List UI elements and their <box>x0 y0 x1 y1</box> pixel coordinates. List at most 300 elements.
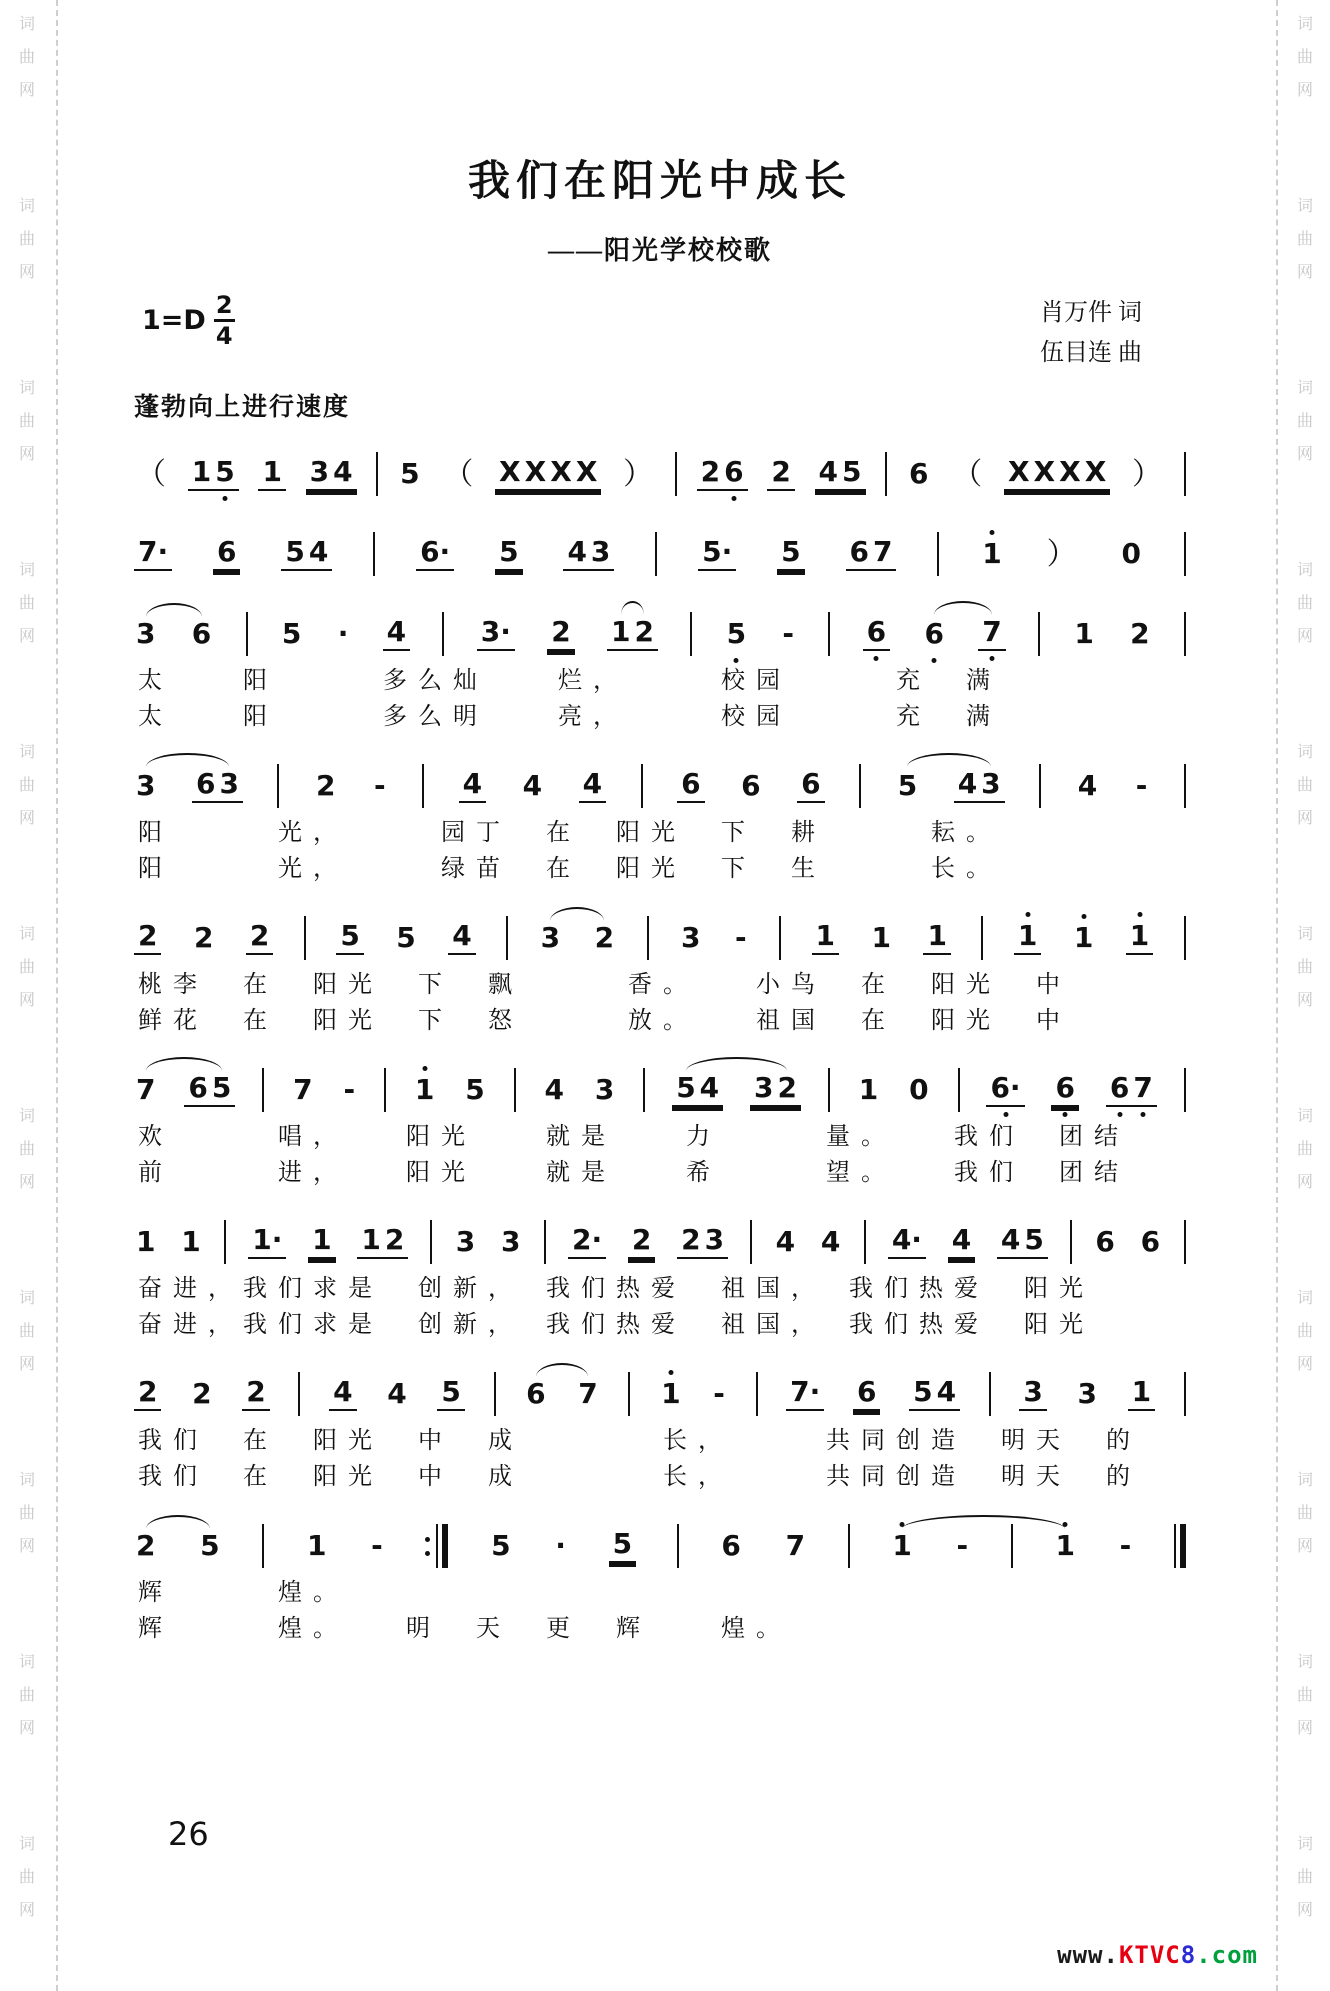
repeat-end-barline <box>425 1524 448 1568</box>
watermark-text <box>1288 372 1322 471</box>
note-token: 4 <box>452 918 472 952</box>
beam-group <box>336 918 363 956</box>
notes-row <box>128 757 1192 815</box>
beam-group <box>1128 1374 1155 1412</box>
note-token: 3 <box>136 768 156 802</box>
barline <box>690 612 692 656</box>
meta-row <box>128 293 1192 373</box>
watermark-text <box>10 190 44 289</box>
beam-group <box>863 614 890 652</box>
tempo-marking: 蓬勃向上进行速度 <box>134 393 351 421</box>
note-token: 4 <box>820 1224 841 1258</box>
lyric-line: 我们 在 阳光 中 成 长， 共同创造 明天 的 <box>138 1428 1141 1454</box>
left-dashed-border <box>56 0 58 1991</box>
barline <box>756 1372 758 1416</box>
note-token: 6 <box>801 766 821 800</box>
barline <box>1184 452 1186 496</box>
watermark-text <box>10 1100 44 1199</box>
note-token: 2 <box>634 614 654 648</box>
note-token: 5 <box>897 768 918 802</box>
watermark-char: 词 <box>18 1654 35 1671</box>
music-system <box>128 605 1192 735</box>
beam-group <box>954 766 1005 804</box>
note-token: 7 <box>293 1072 313 1106</box>
beam-group <box>777 534 804 572</box>
watermark-text <box>1288 918 1322 1017</box>
octave-dot-above <box>422 1066 427 1071</box>
note-token: 3 <box>219 766 239 800</box>
note-token: 2 <box>316 768 336 802</box>
watermark-char: 网 <box>1296 810 1313 827</box>
barline <box>1184 916 1186 960</box>
barline <box>277 764 279 808</box>
notes-row <box>128 1517 1192 1575</box>
note-token: 0 <box>1121 536 1141 570</box>
watermark-char: 网 <box>18 1720 35 1737</box>
watermark-char: 词 <box>18 744 35 761</box>
watermark-char: 词 <box>18 380 35 397</box>
note-token: 1 <box>871 920 891 954</box>
watermark-text <box>1288 1464 1322 1563</box>
barline <box>1039 764 1041 808</box>
slur-arc <box>621 601 644 615</box>
note-token: 7 <box>136 1072 156 1106</box>
beam-group <box>258 454 285 492</box>
lyric-line: 桃李 在 阳光 下 飘 香。 小鸟 在 阳光 中 <box>138 972 1071 998</box>
watermark-char: 曲 <box>18 777 35 794</box>
watermark-char: 曲 <box>18 959 35 976</box>
beam-group <box>888 1222 926 1260</box>
note-token: · <box>337 616 349 650</box>
beam-group <box>672 1070 723 1108</box>
barline <box>937 532 939 576</box>
octave-dot-above <box>1081 914 1086 919</box>
note-token: ） <box>1132 456 1163 492</box>
note-token: - <box>343 1072 356 1106</box>
beam-group <box>812 918 839 956</box>
watermark-char: 曲 <box>1296 231 1313 248</box>
music-system <box>128 1061 1192 1191</box>
lyric-line: 奋进，我们求是 创新， 我们热爱 祖国， 我们热爱 阳光 <box>138 1312 1094 1338</box>
note-token: 6 <box>1053 1073 1076 1104</box>
note-token: 1 <box>1072 923 1095 954</box>
note-token: 6 <box>191 616 212 650</box>
watermark-char: 词 <box>1296 926 1313 943</box>
notes-row <box>128 1365 1192 1423</box>
note-token: 5 <box>725 619 748 650</box>
note-token: （ <box>136 456 166 492</box>
note-token: 7· <box>138 534 169 568</box>
website-footer-segment: 8 <box>1180 1941 1197 1969</box>
note-token: 2 <box>384 1222 405 1256</box>
note-token: 4 <box>333 454 353 488</box>
barline <box>750 1220 752 1264</box>
watermark-char: 词 <box>1296 1108 1313 1125</box>
note-token: 1 <box>191 454 212 488</box>
watermark-char: 网 <box>1296 82 1313 99</box>
note-token: 1 <box>312 1222 332 1256</box>
right-dashed-border <box>1276 0 1278 1991</box>
watermark-text <box>1288 8 1322 107</box>
lyric-line: 我们 在 阳光 中 成 长， 共同创造 明天 的 <box>138 1464 1141 1490</box>
note-token: - <box>374 768 386 802</box>
note-token: ） <box>623 456 654 492</box>
note-token: · <box>555 1528 566 1562</box>
note-token: 4 <box>567 534 587 568</box>
lyric-line: 奋进，我们求是 创新， 我们热爱 祖国， 我们热爱 阳光 <box>138 1276 1094 1302</box>
watermark-char: 词 <box>18 562 35 579</box>
beam-group <box>495 534 522 572</box>
note-token: 5 <box>281 616 302 650</box>
beam-group <box>329 1374 356 1412</box>
note-token: 1 <box>1054 1531 1077 1562</box>
note-token: （ <box>443 456 474 492</box>
watermark-char: 词 <box>1296 1654 1313 1671</box>
music-system <box>128 757 1192 887</box>
note-token: 2 <box>771 454 791 488</box>
note-token: 3· <box>480 614 511 648</box>
barline <box>430 1220 432 1264</box>
note-token: 6 <box>721 1528 741 1562</box>
note-token: 2 <box>681 1222 701 1256</box>
barline <box>643 1068 645 1112</box>
barline <box>677 1524 679 1568</box>
barline <box>544 1220 546 1264</box>
barline <box>298 1372 300 1416</box>
watermark-char: 曲 <box>18 231 35 248</box>
barline <box>641 764 643 808</box>
slur-arc <box>536 1363 588 1377</box>
watermark-text <box>1288 1828 1322 1927</box>
note-token: 3 <box>594 1072 615 1106</box>
note-token: 1 <box>858 1072 879 1106</box>
notes-row <box>128 525 1192 583</box>
note-token: 3 <box>681 920 701 954</box>
note-token: - <box>782 616 795 650</box>
octave-dot-above <box>1025 912 1030 917</box>
beam-group <box>477 614 515 652</box>
note-token: 1 <box>980 539 1003 570</box>
watermark-char: 网 <box>18 264 35 281</box>
beam-group <box>134 534 172 572</box>
beam-group <box>909 1374 960 1412</box>
score-systems <box>128 445 1192 1647</box>
music-system <box>128 1365 1192 1495</box>
beam-group <box>948 1222 975 1260</box>
note-token: 2 <box>193 920 214 954</box>
octave-dot-below <box>874 656 879 661</box>
barline <box>655 532 657 576</box>
note-token: 2 <box>192 1376 212 1410</box>
octave-dot-below <box>1063 1112 1068 1117</box>
watermark-char: 词 <box>18 198 35 215</box>
barline <box>422 764 424 808</box>
note-token: 2 <box>1130 616 1150 650</box>
watermark-text <box>1288 1100 1322 1199</box>
watermark-text <box>10 372 44 471</box>
slur-arc <box>146 1515 210 1529</box>
slur-arc <box>550 907 604 921</box>
note-token: X <box>550 454 572 488</box>
watermark-char: 词 <box>18 1290 35 1307</box>
octave-dot-above <box>668 1370 673 1375</box>
website-footer-segment: www. <box>1057 1941 1119 1969</box>
note-token: 3 <box>754 1070 774 1104</box>
note-token: 3 <box>455 1224 476 1258</box>
beam-group <box>188 454 239 492</box>
note-token: 4 <box>951 1222 972 1256</box>
octave-dot-below <box>734 658 739 663</box>
note-token: 2 <box>138 1374 158 1408</box>
barline <box>1184 532 1186 576</box>
lyric-line: 鲜花 在 阳光 下 怒 放。 祖国 在 阳光 中 <box>138 1008 1071 1034</box>
note-token: 4 <box>462 766 483 800</box>
barline <box>864 1220 866 1264</box>
beam-group <box>568 1222 606 1260</box>
watermark-char: 网 <box>1296 1174 1313 1191</box>
barline <box>442 612 444 656</box>
note-token: X <box>499 454 521 488</box>
beam-group <box>986 1070 1024 1108</box>
music-system <box>128 1517 1192 1647</box>
beam-group <box>563 534 614 572</box>
note-token: 6 <box>856 1374 877 1408</box>
note-token: 4 <box>544 1072 565 1106</box>
octave-dot-below <box>1117 1112 1122 1117</box>
website-footer-segment: .com <box>1196 1941 1258 1969</box>
beam-group <box>437 1374 464 1412</box>
note-token: 4 <box>1077 768 1098 802</box>
beam-group <box>134 918 161 956</box>
note-token: X <box>524 454 547 488</box>
watermark-char: 网 <box>1296 1902 1313 1919</box>
watermark-char: 词 <box>1296 744 1313 761</box>
music-system <box>128 1213 1192 1343</box>
note-token: 1 <box>136 1224 156 1258</box>
key-label: 1=D <box>142 305 206 336</box>
watermark-char: 网 <box>1296 446 1313 463</box>
note-token: 5 <box>842 454 862 488</box>
note-token: 1 <box>306 1528 327 1562</box>
note-token: 7 <box>785 1528 806 1562</box>
barline <box>246 612 248 656</box>
note-token: 1 <box>611 614 631 648</box>
note-token: 2 <box>631 1222 652 1256</box>
note-token: 7 <box>873 534 893 568</box>
beam-group <box>767 454 794 492</box>
watermark-text <box>10 8 44 107</box>
note-token: 6 <box>849 534 869 568</box>
barline <box>848 1524 850 1568</box>
barline <box>224 1220 226 1264</box>
song-title: 我们在阳光中成长 <box>467 159 852 205</box>
note-token: 6 <box>1140 1224 1161 1258</box>
barline <box>828 612 830 656</box>
note-token: 6 <box>922 619 945 650</box>
note-token: 3 <box>540 920 561 954</box>
note-token: 2 <box>249 918 270 952</box>
note-token: 6 <box>196 766 216 800</box>
note-token: ） <box>1046 536 1077 572</box>
barline <box>1038 612 1040 656</box>
note-token: 1 <box>1074 616 1094 650</box>
beam-group <box>677 1222 728 1260</box>
watermark-char: 曲 <box>1296 595 1313 612</box>
beam-group <box>248 1222 286 1260</box>
watermark-char: 网 <box>1296 1538 1313 1555</box>
notes-row <box>128 1213 1192 1271</box>
beam-group <box>547 614 574 652</box>
beam-group <box>853 1374 880 1412</box>
watermark-char: 词 <box>18 1108 35 1125</box>
watermark-char: 网 <box>18 810 35 827</box>
beam-group <box>192 766 243 804</box>
note-token: 5 <box>396 920 416 954</box>
note-token: 4 <box>1000 1222 1021 1256</box>
beam-group <box>815 454 866 492</box>
note-token: 1 <box>659 1379 682 1410</box>
barline <box>262 1524 264 1568</box>
watermark-char: 网 <box>18 1356 35 1373</box>
barline <box>1184 1220 1186 1264</box>
watermark-char: 曲 <box>18 1141 35 1158</box>
octave-dot-below <box>1141 1112 1146 1117</box>
note-token: 4 <box>699 1070 720 1104</box>
beam-group <box>1051 1070 1078 1108</box>
note-token: （ <box>952 456 983 492</box>
beam-group <box>495 454 601 492</box>
watermark-char: 曲 <box>18 1687 35 1704</box>
beam-group <box>750 1070 801 1108</box>
note-token: - <box>956 1528 969 1562</box>
barline <box>376 452 378 496</box>
beam-group <box>1004 454 1110 492</box>
note-token: 3 <box>704 1222 725 1256</box>
watermark-char: 曲 <box>1296 413 1313 430</box>
slur-arc <box>934 601 992 615</box>
note-token: 6 <box>865 617 888 648</box>
note-token: 6 <box>217 534 237 568</box>
page-number: 26 <box>168 1815 209 1853</box>
note-token: 2 <box>138 918 158 952</box>
lyric-line: 太 阳 多么明 亮， 校园 充 满 <box>138 704 1001 730</box>
beam-group <box>459 766 486 804</box>
watermark-char: 网 <box>18 82 35 99</box>
note-token: 7 <box>1131 1073 1154 1104</box>
barline <box>1184 764 1186 808</box>
note-token: - <box>1135 768 1148 802</box>
slur-arc <box>146 603 202 617</box>
watermark-text <box>10 736 44 835</box>
watermark-char: 曲 <box>1296 49 1313 66</box>
note-token: 1 <box>1131 1374 1152 1408</box>
note-token: 3 <box>1077 1376 1097 1410</box>
note-token: 2 <box>777 1070 798 1104</box>
note-token: X <box>1084 454 1107 488</box>
website-footer <box>1057 1941 1258 1969</box>
note-token: 6 <box>908 456 929 490</box>
note-token: 3 <box>501 1224 521 1258</box>
watermark-char: 网 <box>18 992 35 1009</box>
beam-group <box>1126 918 1153 956</box>
note-token: 5 <box>491 1528 511 1562</box>
beam-group <box>1019 1374 1046 1412</box>
barline <box>989 1372 991 1416</box>
slur-arc <box>686 1057 787 1071</box>
note-token: - <box>371 1528 383 1562</box>
barline <box>828 1068 830 1112</box>
notes-row <box>128 1061 1192 1119</box>
note-token: 5 <box>465 1072 485 1106</box>
watermark-char: 曲 <box>1296 1687 1313 1704</box>
watermark-char: 曲 <box>18 1869 35 1886</box>
barline <box>1184 1372 1186 1416</box>
beam-group <box>698 534 736 572</box>
composer-credit: 伍目连 曲 <box>1040 340 1142 366</box>
watermark-char: 曲 <box>1296 1505 1313 1522</box>
note-token: 3 <box>590 534 611 568</box>
note-token: 2 <box>551 614 571 648</box>
credits <box>1040 293 1192 373</box>
notes-row <box>128 605 1192 663</box>
note-token: 6 <box>188 1070 208 1104</box>
watermark-text <box>1288 554 1322 653</box>
note-token: X <box>1059 454 1081 488</box>
lyric-line: 阳 光， 绿苗 在 阳光 下 生 长。 <box>138 856 1001 882</box>
watermark-char: 网 <box>18 446 35 463</box>
watermark-text <box>10 1828 44 1927</box>
note-token: 2· <box>572 1222 603 1256</box>
slur-arc <box>146 753 229 767</box>
watermark-char: 网 <box>1296 992 1313 1009</box>
note-token: 1 <box>815 918 836 952</box>
lyric-line: 太 阳 多么灿 烂， 校园 充 满 <box>138 668 1001 694</box>
notes-row <box>128 445 1192 503</box>
key-time-signature <box>128 293 235 348</box>
note-token: 6· <box>420 534 451 568</box>
song-subtitle: ——阳光学校校歌 <box>547 236 772 265</box>
note-token: 4 <box>936 1374 957 1408</box>
watermark-char: 曲 <box>1296 1323 1313 1340</box>
note-token: 5 <box>200 1528 220 1562</box>
octave-dot-above <box>989 530 994 535</box>
watermark-char: 曲 <box>1296 777 1313 794</box>
note-token: 4· <box>891 1222 922 1256</box>
beam-group <box>242 1374 269 1412</box>
lyric-line: 阳 光， 园丁 在 阳光 下 耕 耘。 <box>138 820 1001 846</box>
note-token: 1 <box>927 918 947 952</box>
watermark-text <box>1288 1646 1322 1745</box>
music-system <box>128 525 1192 583</box>
watermark-char: 网 <box>18 628 35 645</box>
note-token: 5 <box>612 1526 633 1560</box>
note-token: 1 <box>1016 921 1039 952</box>
watermark-char: 曲 <box>18 1505 35 1522</box>
watermark-char: 词 <box>1296 1836 1313 1853</box>
barline <box>494 1372 496 1416</box>
watermark-char: 词 <box>1296 562 1313 579</box>
note-token: 5 <box>211 1070 232 1104</box>
barline <box>506 916 508 960</box>
note-token: 2 <box>594 920 615 954</box>
watermark-char: 曲 <box>1296 1141 1313 1158</box>
note-token: 5 <box>340 918 360 952</box>
note-token: 1 <box>890 1531 913 1562</box>
note-token: 5 <box>676 1070 696 1104</box>
watermark-text <box>10 1646 44 1745</box>
note-token: 3 <box>309 454 330 488</box>
lyric-line: 欢 唱， 阳光 就是 力 量。 我们 团结 <box>138 1124 1129 1150</box>
